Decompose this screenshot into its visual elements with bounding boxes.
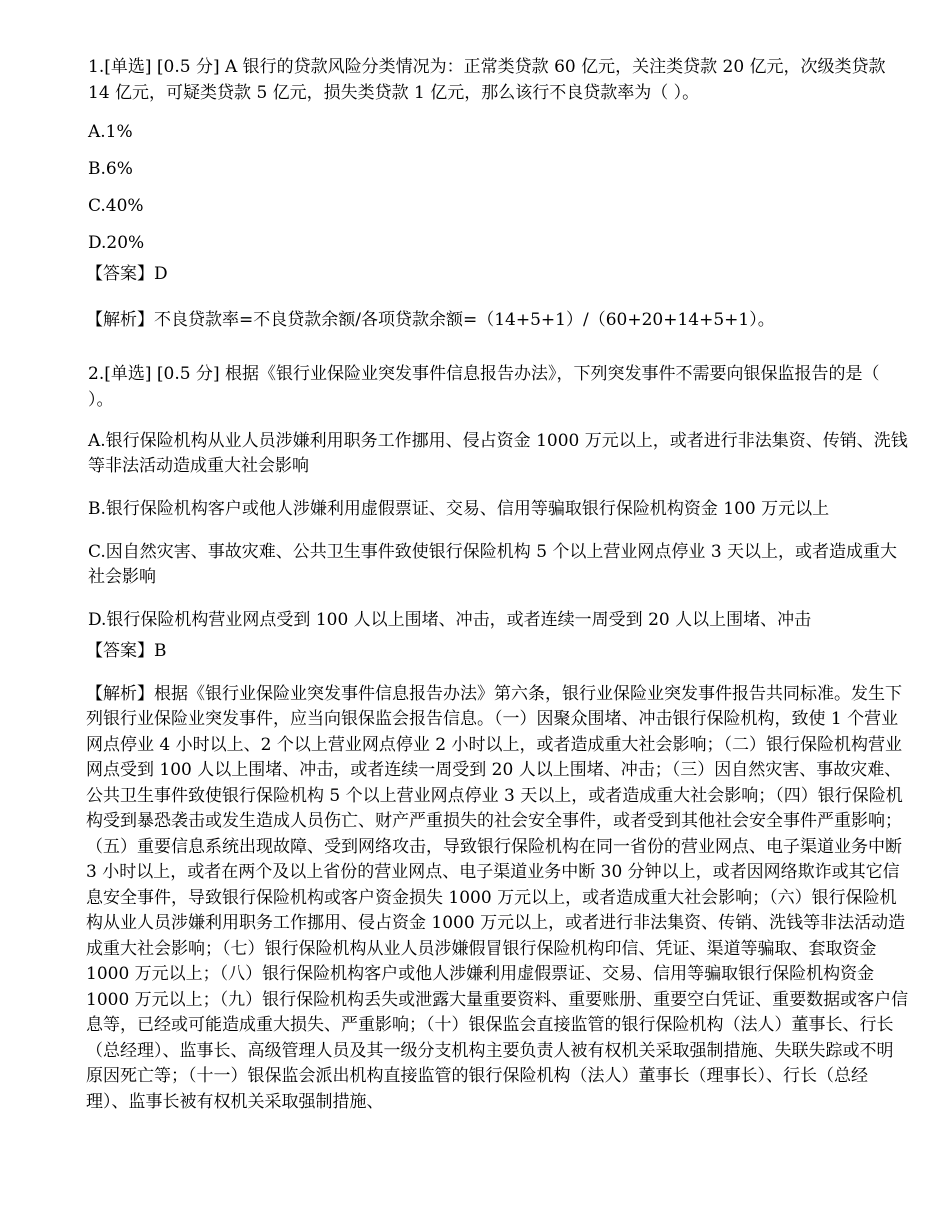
question-2 bbox=[88, 361, 910, 1116]
option-b: B.银行保险机构客户或他人涉嫌利用虚假票证、交易、信用等骗取银行保险机构资金 100 万元以上 bbox=[88, 498, 830, 519]
option-b: B.6% bbox=[88, 159, 133, 179]
option-d: D.银行保险机构营业网点受到 100 人以上围堵、冲击，或者连续一周受到 20 人以上围堵、冲击 bbox=[88, 609, 812, 630]
question-stem: 1.[单选] [0.5 分] A 银行的贷款风险分类情况为：正常类贷款 60 亿元，关注类贷款 20 亿元，次级类贷款 14 亿元，可疑类贷款 5 亿元，损失类贷款 1 亿元，那么该行不良贷款率为（ ）。 bbox=[88, 57, 886, 103]
answer: 【答案】B bbox=[86, 640, 167, 661]
analysis: 【解析】不良贷款率=不良贷款余额/各项贷款余额=（14+5+1）/（60+20+14+5+1）。 bbox=[86, 310, 775, 330]
question-1 bbox=[88, 54, 910, 334]
answer: 【答案】D bbox=[86, 264, 168, 284]
analysis: 【解析】根据《银行业保险业突发事件信息报告办法》第六条，银行业保险业突发事件报告共同标准。发生下列银行业保险业突发事件，应当向银保监会报告信息。（一）因聚众围堵、冲击银行保险机构，致使 1 个营业网点停业 4 小时以上、2 个以上营业网点停业 2 小时以上，或者造成重大社会影响；（二）银行保险机构营业网点受到 100 人以上围堵、冲击，或者连续一周受到 20 人以上围堵、冲击；（三）因自然灾害、事故灾难、公共卫生事件致使银行保险机构 5 个以上营业网点停业 3 天以上，或者造成重大社会影响；（四）银行保险机构受到暴恐袭击或发生造成人员伤亡、财产严重损失的社会安全事件，或者受到其他社会安全事件严重影响；（五）重要信息系统出现故障、受到网络攻击，导致银行保险机构在同一省份的营业网点、电子渠道业务中断 3 小时以上，或者在两个及以上省份的营业网点、电子渠道业务中断 30 分钟以上，或者因网络欺诈或其它信息安全事件，导致银行保险机构或客户资金损失 1000 万元以上，或者造成重大社会影响；（六）银行保险机构从业人员涉嫌利用职务工作挪用、侵占资金 1000 万元以上，或者进行非法集资、传销、洗钱等非法活动造成重大社会影响；（七）银行保险机构从业人员涉嫌假冒银行保险机构印信、凭证、渠道等骗取、套取资金 1000 万元以上；（八）银行保险机构客户或他人涉嫌利用虚假票证、交易、信用等骗取银行保险机构资金 1000 万元以上；（九）银行保险机构丢失或泄露大量重要资料、重要账册、重要空白凭证、重要数据或客户信息等，已经或可能造成重大损失、严重影响；（十）银保监会直接监管的银行保险机构（法人）董事长、行长（总经理）、监事长、高级管理人员及其一级分支机构主要负责人被有权机关采取强制措施、失联失踪或不明原因死亡等；（十一）银保监会派出机构直接监管的银行保险机构（法人）董事长（理事长）、行长（总经理）、监事长被有权机关采取强制措施、 bbox=[86, 683, 909, 1112]
option-c: C.40% bbox=[88, 196, 144, 216]
document-page bbox=[88, 54, 910, 1115]
question-stem: 2.[单选] [0.5 分] 根据《银行业保险业突发事件信息报告办法》，下列突发事件不需要向银保监报告的是（ ）。 bbox=[88, 363, 880, 410]
option-d: D.20% bbox=[88, 233, 145, 253]
option-c: C.因自然灾害、事故灾难、公共卫生事件致使银行保险机构 5 个以上营业网点停业 3 天以上，或者造成重大社会影响 bbox=[88, 541, 898, 587]
option-a: A.1% bbox=[88, 122, 133, 142]
option-a: A.银行保险机构从业人员涉嫌利用职务工作挪用、侵占资金 1000 万元以上，或者进行非法集资、传销、洗钱等非法活动造成重大社会影响 bbox=[88, 430, 908, 476]
